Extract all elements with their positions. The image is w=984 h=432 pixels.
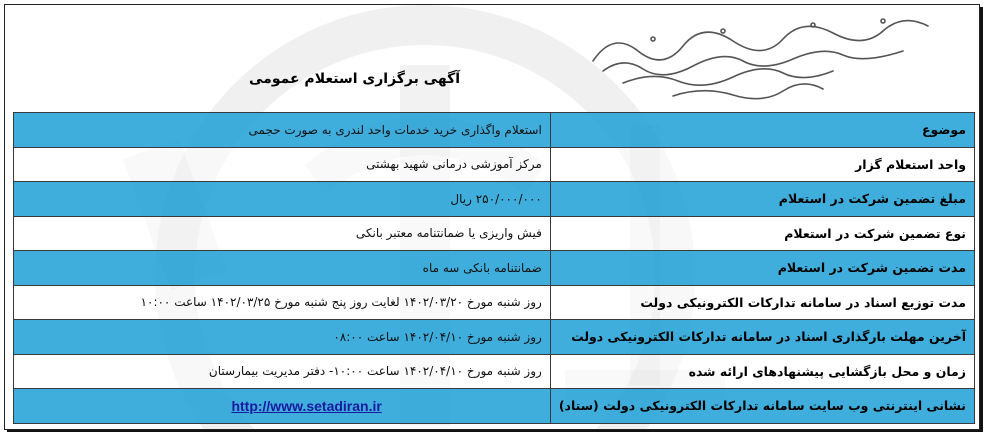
row-label: مدت تضمین شرکت در استعلام [550, 251, 974, 286]
university-header-script [583, 11, 943, 106]
row-value: ضمانتنامه بانکی سه ماه [14, 251, 551, 286]
row-label: نوع تضمین شرکت در استعلام [550, 216, 974, 251]
row-value: روز شنبه مورخ ۱۴۰۲/۰۴/۱۰ ساعت ۰۸:۰۰ [14, 320, 551, 355]
table-row [14, 285, 975, 320]
row-label: واحد استعلام گزار [550, 147, 974, 182]
row-value: روز شنبه مورخ ۱۴۰۲/۰۴/۱۰ ساعت ۱۰:۰۰- دفتر مدیریت بیمارستان [14, 354, 551, 389]
row-value: روز شنبه مورخ ۱۴۰۲/۰۳/۲۰ لغایت روز پنج شنبه مورخ ۱۴۰۲/۰۳/۲۵ ساعت ۱۰:۰۰ [14, 285, 551, 320]
row-value [14, 389, 551, 424]
table-row [14, 320, 975, 355]
row-label: زمان و محل بازگشایی پیشنهادهای ارائه شده [550, 354, 974, 389]
notice-title: آگهی برگزاری استعلام عمومی [249, 71, 461, 87]
row-value: ۲۵۰/۰۰۰/۰۰۰ ریال [14, 182, 551, 217]
row-label: موضوع [550, 113, 974, 148]
table-row [14, 147, 975, 182]
table-row [14, 113, 975, 148]
row-label: آخرین مهلت بارگذاری اسناد در سامانه تدارکات الکترونیکی دولت [550, 320, 974, 355]
row-value: مرکز آموزشی درمانی شهید بهشتی [14, 147, 551, 182]
table-row [14, 354, 975, 389]
table-row [14, 182, 975, 217]
notice-frame [4, 4, 980, 430]
row-label: مدت توزیع اسناد در سامانه تدارکات الکترونیکی دولت [550, 285, 974, 320]
table-row [14, 216, 975, 251]
notice-table [13, 112, 975, 424]
table-row [14, 389, 975, 424]
table-row [14, 251, 975, 286]
row-label: مبلغ تضمین شرکت در استعلام [550, 182, 974, 217]
row-value: فیش واریزی یا ضمانتنامه معتبر بانکی [14, 216, 551, 251]
row-value: استعلام واگذاری خرید خدمات واحد لندری به صورت حجمی [14, 113, 551, 148]
row-label: نشانی اینترنتی وب سایت سامانه تدارکات الکترونیکی دولت (ستاد) [550, 389, 974, 424]
setad-website-link[interactable]: http://www.setadiran.ir [231, 397, 382, 414]
